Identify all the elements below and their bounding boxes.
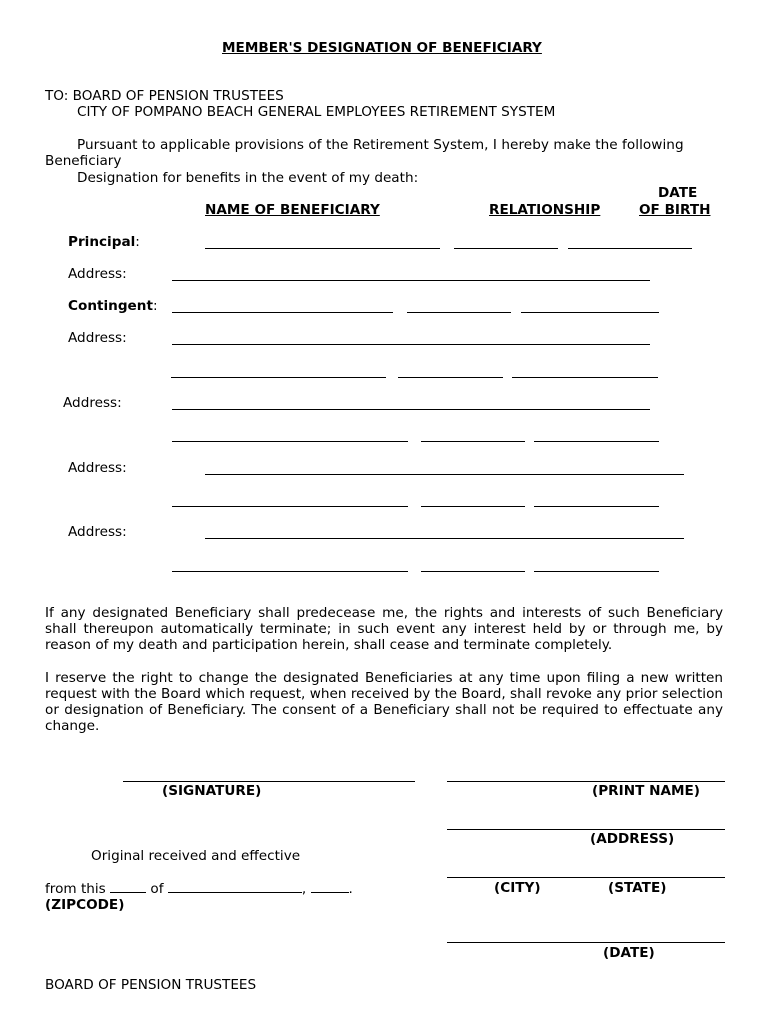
print-name-field[interactable] <box>447 781 725 782</box>
beneficiary-3-date-of-birth-field[interactable] <box>512 377 658 378</box>
date-field[interactable] <box>447 942 725 943</box>
column-name-header: NAME OF BENEFICIARY <box>205 202 380 218</box>
principal-label: Principal: <box>68 234 140 250</box>
address-field[interactable] <box>447 829 725 830</box>
principal-date-of-birth-field[interactable] <box>568 248 692 249</box>
beneficiary-6-name-field[interactable] <box>172 571 408 572</box>
column-date-label: DATE <box>658 185 698 201</box>
zipcode-label: (ZIPCODE) <box>45 897 125 913</box>
beneficiary-4-date-of-birth-field[interactable] <box>534 441 659 442</box>
print-name-label: (PRINT NAME) <box>592 783 701 799</box>
beneficiary-3-name-field[interactable] <box>171 377 386 378</box>
city-label: (CITY) <box>494 880 541 896</box>
contingent-date-of-birth-field[interactable] <box>521 312 659 313</box>
addressee-line: TO: BOARD OF PENSION TRUSTEES <box>45 88 284 104</box>
received-day-field[interactable] <box>110 880 146 893</box>
address-label: (ADDRESS) <box>590 831 675 847</box>
received-year-field[interactable] <box>311 880 349 893</box>
signature-label: (SIGNATURE) <box>162 783 262 799</box>
beneficiary-4-name-field[interactable] <box>172 441 408 442</box>
principal-relationship-field[interactable] <box>454 248 558 249</box>
beneficiary-6-relationship-field[interactable] <box>421 571 525 572</box>
beneficiary-3-relationship-field[interactable] <box>398 377 503 378</box>
beneficiary-5-address-label: Address: <box>68 524 127 540</box>
beneficiary-3-address-field[interactable] <box>172 409 650 410</box>
signature-field[interactable] <box>123 781 415 782</box>
footer-board-name: BOARD OF PENSION TRUSTEES <box>45 977 257 993</box>
beneficiary-6-date-of-birth-field[interactable] <box>534 571 659 572</box>
intro-text-line-1: Pursuant to applicable provisions of the Retirement System, I hereby make the following <box>77 137 684 153</box>
beneficiary-4-address-field[interactable] <box>205 474 684 475</box>
beneficiary-5-date-of-birth-field[interactable] <box>534 506 659 507</box>
intro-text-line-3: Designation for benefits in the event of my death: <box>77 170 419 186</box>
addressee-organization: CITY OF POMPANO BEACH GENERAL EMPLOYEES RETIREMENT SYSTEM <box>77 104 556 120</box>
reserve-right-paragraph: I reserve the right to change the designated Beneficiaries at any time upon filing a new written request with the Board which request, when received by the Board, shall revoke any prior selection or designation of Beneficiary. The consent of a Beneficiary shall not be required to effectuate any change. <box>45 670 723 734</box>
beneficiary-5-relationship-field[interactable] <box>421 506 525 507</box>
predecease-paragraph: If any designated Beneficiary shall predecease me, the rights and interests of such Beneficiary shall thereupon automatically terminate; in such event any interest held by or through me, by reason of my death and participation herein, shall cease and terminate completely. <box>45 605 723 653</box>
state-label: (STATE) <box>608 880 667 896</box>
principal-name-field[interactable] <box>205 248 440 249</box>
principal-address-label: Address: <box>68 266 127 282</box>
contingent-label: Contingent: <box>68 298 158 314</box>
beneficiary-4-relationship-field[interactable] <box>421 441 525 442</box>
contingent-address-label: Address: <box>68 330 127 346</box>
date-label: (DATE) <box>603 945 655 961</box>
received-month-field[interactable] <box>168 880 302 893</box>
column-date-of-birth-header: OF BIRTH <box>639 202 711 218</box>
beneficiary-3-address-label: Address: <box>63 395 122 411</box>
intro-text-line-2: Beneficiary <box>45 153 122 169</box>
beneficiary-5-name-field[interactable] <box>172 506 408 507</box>
beneficiary-4-address-label: Address: <box>68 460 127 476</box>
contingent-address-field[interactable] <box>172 344 650 345</box>
contingent-name-field[interactable] <box>172 312 393 313</box>
form-title: MEMBER'S DESIGNATION OF BENEFICIARY <box>222 40 542 56</box>
received-date-line: from this of , . <box>45 881 353 897</box>
beneficiary-5-address-field[interactable] <box>205 538 684 539</box>
principal-address-field[interactable] <box>172 280 650 281</box>
contingent-relationship-field[interactable] <box>407 312 511 313</box>
city-state-field[interactable] <box>447 877 725 878</box>
original-received-text: Original received and effective <box>91 848 301 864</box>
column-relationship-header: RELATIONSHIP <box>489 202 601 218</box>
